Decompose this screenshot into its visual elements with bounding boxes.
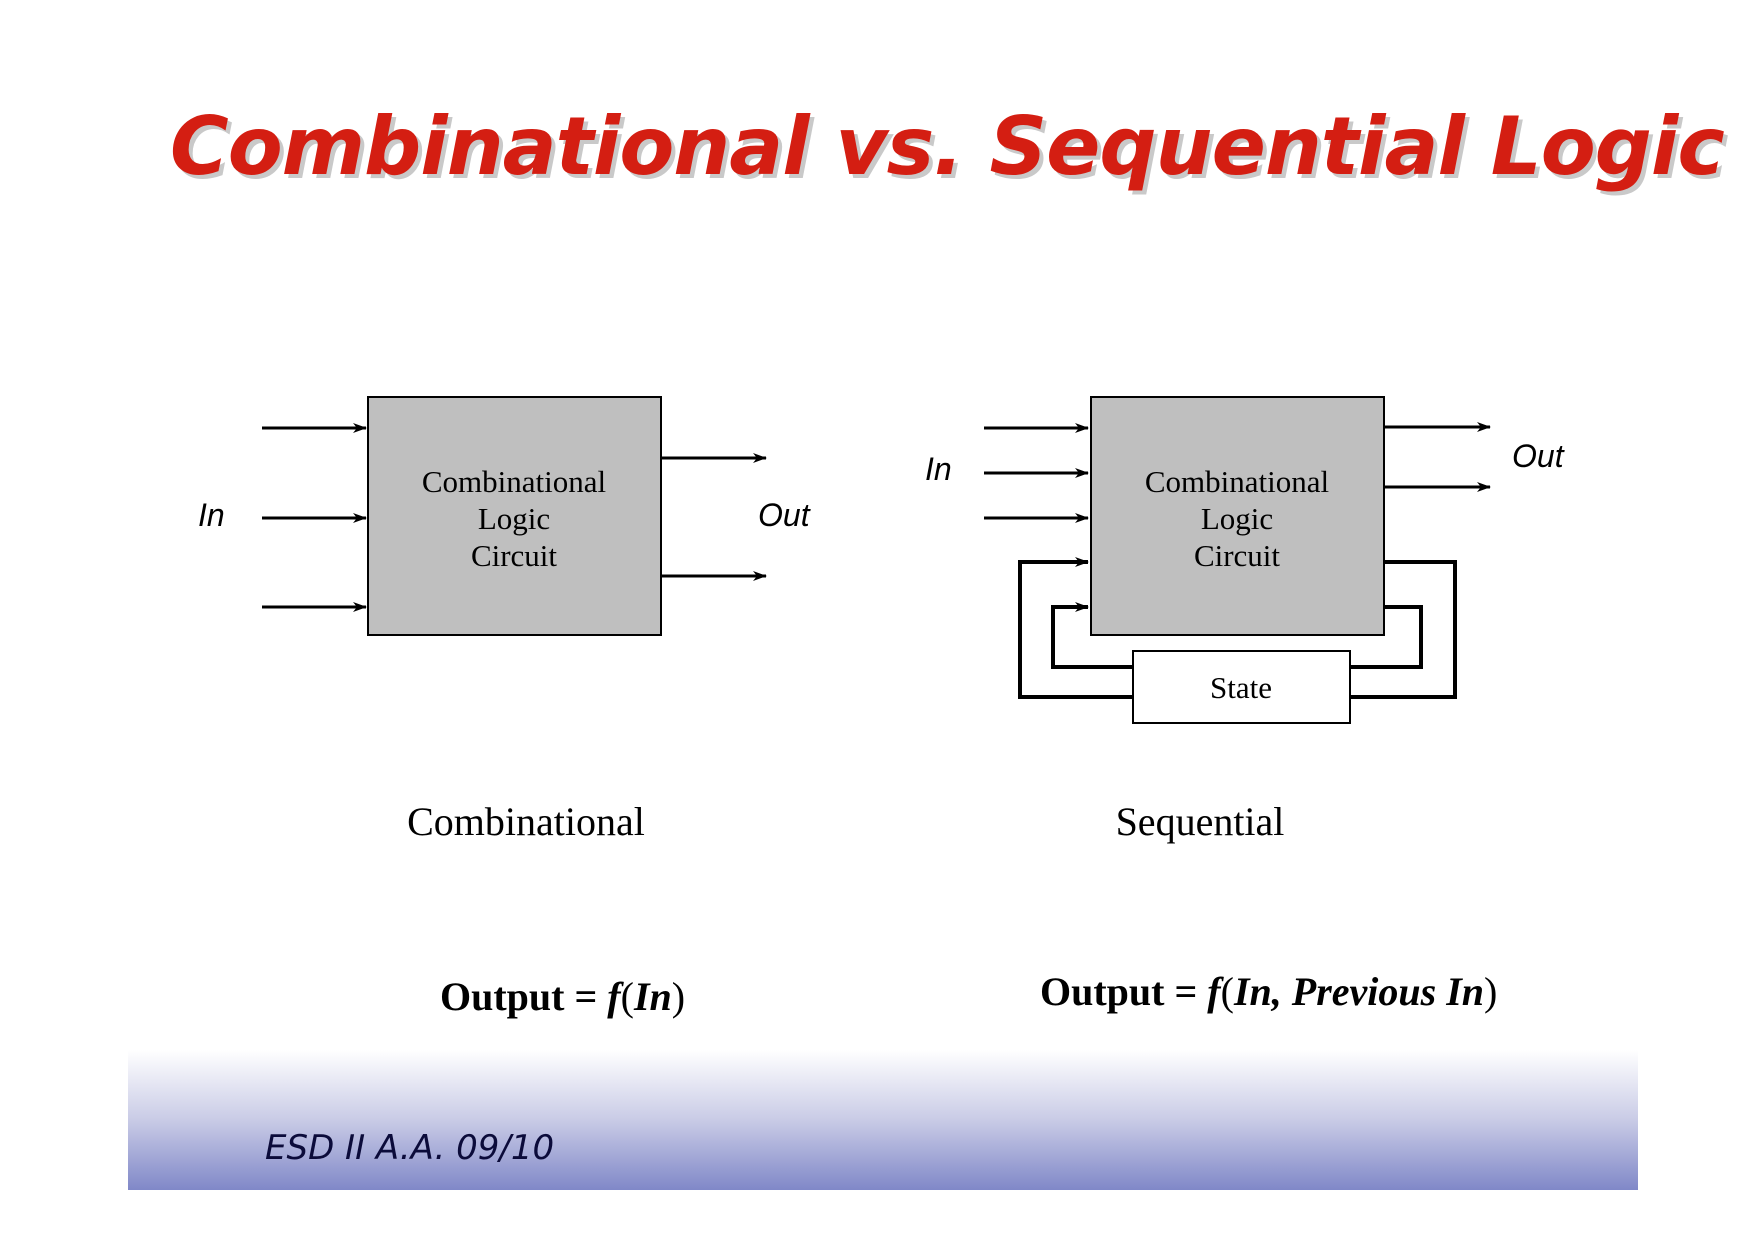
comb-formula-close: ) [671, 974, 686, 1019]
seq-formula-lhs: Output = [1040, 969, 1208, 1014]
comb-formula-args: In [633, 974, 672, 1019]
footer-text: ESD II A.A. 09/10 [265, 1128, 555, 1168]
comb-box-line-3: Circuit [470, 538, 558, 573]
seq-formula-open: ( [1220, 969, 1234, 1014]
seq-in-label: In [925, 451, 952, 487]
comb-box-line-2: Logic [477, 501, 551, 536]
sequential-diagram [925, 397, 1565, 1014]
seq-formula-func: f [1207, 969, 1221, 1014]
comb-formula-func: f [607, 974, 621, 1019]
combinational-diagram [198, 397, 811, 1019]
comb-formula [440, 974, 685, 1019]
comb-formula-lhs: Output = [440, 974, 608, 1019]
seq-box-line-1: Combinational [1144, 464, 1330, 499]
seq-box-line-3: Circuit [1193, 538, 1281, 573]
seq-formula [1040, 969, 1497, 1014]
seq-formula-close: ) [1484, 969, 1498, 1014]
seq-box-line-2: Logic [1200, 501, 1274, 536]
seq-out-label: Out [1512, 438, 1564, 474]
comb-box-line-1: Combinational [421, 464, 607, 499]
comb-caption: Combinational [407, 799, 645, 844]
seq-formula-args: In, Previous In [1233, 969, 1485, 1014]
comb-out-label: Out [758, 497, 810, 533]
seq-caption: Sequential [1115, 799, 1285, 844]
comb-in-label: In [198, 497, 225, 533]
slide-title: Combinational vs. Sequential Logic [170, 100, 1724, 193]
footer-band [128, 1050, 1638, 1190]
seq-state-label: State [1210, 670, 1272, 705]
comb-formula-open: ( [620, 974, 634, 1019]
